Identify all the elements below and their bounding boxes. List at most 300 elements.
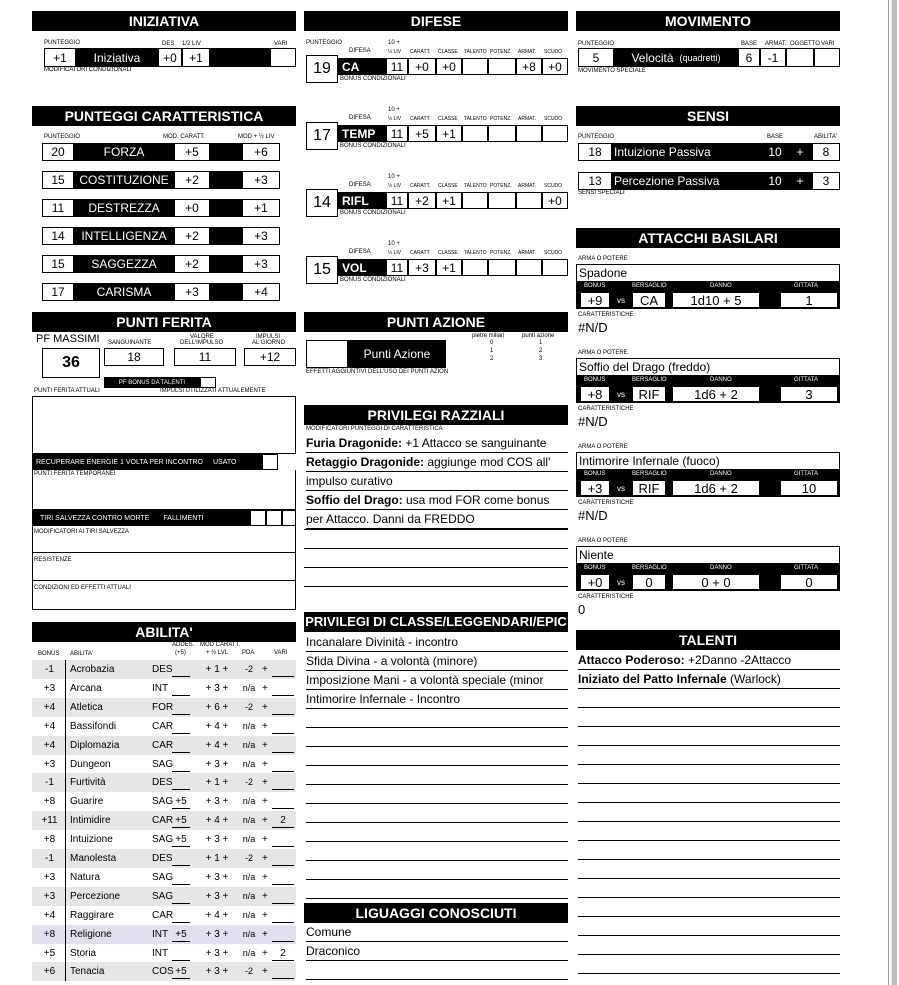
section-sensi-title: SENSI	[576, 106, 840, 126]
class-line	[306, 861, 568, 880]
defense-name: VOL	[338, 259, 386, 276]
skill-liv-value: 3	[214, 966, 220, 978]
label: + ½ LVL	[206, 650, 229, 656]
skill-plus: +	[262, 909, 268, 921]
label: IMPULSI	[256, 334, 281, 340]
recuperare-usato-checkbox[interactable]	[262, 454, 278, 470]
feat-line	[578, 708, 840, 727]
skill-bonus: -1	[34, 660, 66, 679]
racial-feat-text: usa mod FOR come bonus	[402, 493, 550, 507]
skill-vari[interactable]: 2	[272, 813, 294, 828]
label: SCUDO	[544, 250, 563, 256]
pf-temporanei-field[interactable]	[32, 470, 296, 510]
stat-spacer	[210, 171, 242, 189]
defense-tal[interactable]	[462, 125, 488, 142]
label: POTENZ.	[490, 183, 512, 189]
skill-name: Arcana	[70, 682, 102, 694]
blank-line	[304, 567, 568, 568]
skill-pda: n/a	[242, 834, 256, 845]
pf-bonus-talenti-label: PF BONUS DA TALENTI	[104, 377, 200, 388]
skill-car: DES	[152, 664, 173, 675]
skill-pda: n/a	[242, 682, 256, 693]
skill-pda: n/a	[242, 947, 256, 958]
label: DIFESA	[349, 48, 371, 54]
page-edge	[888, 0, 889, 985]
skill-vari[interactable]	[272, 889, 294, 904]
sense-name: Intuizione Passiva	[612, 143, 762, 161]
label: CARATTERISTICHE	[578, 500, 634, 506]
pa-milestone: 1	[490, 348, 494, 354]
label: BONUS	[584, 377, 606, 383]
skill-name: Tenacia	[70, 966, 105, 978]
sense-plus: +	[788, 172, 812, 190]
skill-pda: n/a	[242, 871, 256, 882]
attack-target[interactable]: 0	[632, 574, 666, 590]
label: TALENTO	[464, 116, 487, 122]
feat-line	[578, 955, 840, 974]
blank-line	[304, 586, 568, 587]
stat-mod[interactable]: +2	[174, 255, 210, 273]
label: ARMAT.	[518, 183, 536, 189]
sense-abil[interactable]: 3	[812, 172, 840, 190]
defense-car[interactable]: +3	[408, 259, 436, 276]
feat-line	[578, 670, 840, 689]
skill-name: Furtività	[70, 777, 106, 789]
class-line	[306, 728, 568, 747]
label: PUNTEGGIO	[306, 40, 343, 46]
label: MOVIMENTO SPECIALE	[578, 68, 646, 74]
stat-modliv[interactable]: +3	[242, 227, 280, 245]
attack-vs: vs	[612, 294, 630, 306]
skill-addes[interactable]	[172, 775, 190, 790]
attack-bonus[interactable]: +0	[580, 574, 610, 590]
label: DIFESA	[349, 249, 371, 255]
label: DELL'IMPULSO	[180, 340, 224, 346]
stat-name: DESTREZZA	[74, 199, 174, 217]
stat-score[interactable]: 11	[42, 199, 74, 217]
label: CLASSE	[438, 116, 458, 122]
defense-liv[interactable]: 11	[386, 192, 408, 209]
label: EFFETTI AGGIUNTIVI DELL'USO DEI PUNTI AZION	[306, 369, 449, 375]
defense-cls[interactable]: +1	[436, 259, 462, 276]
label: ARMA O POTERE	[578, 538, 628, 544]
defense-score[interactable]: 17	[306, 122, 338, 150]
defense-tal[interactable]	[462, 58, 488, 75]
skill-vari[interactable]	[272, 870, 294, 885]
label: PUNTEGGIO	[578, 41, 615, 47]
skill-name: Intuizione	[70, 834, 113, 846]
label: GITTATA	[794, 565, 818, 571]
section-pf-title: PUNTI FERITA	[32, 312, 296, 332]
label: GITTATA	[794, 471, 818, 477]
defense-car[interactable]: +2	[408, 192, 436, 209]
skill-addes[interactable]	[172, 662, 190, 677]
stat-modliv[interactable]: +4	[242, 283, 280, 301]
label: POTENZ.	[490, 116, 512, 122]
skill-addes[interactable]: +5	[172, 927, 190, 942]
speed-armatura[interactable]: -1	[760, 48, 786, 67]
section-difese-title: DIFESE	[304, 11, 568, 31]
skill-addes[interactable]: +5	[172, 794, 190, 809]
label: ARMA O POTERE	[578, 256, 628, 262]
skill-plus: +	[262, 966, 268, 978]
label: BONUS	[584, 471, 606, 477]
attack-range[interactable]: 0	[780, 574, 838, 590]
attack-name[interactable]: Intimorire Infernale (fuoco)	[576, 452, 840, 470]
skill-plus: +	[262, 664, 268, 675]
label: MODIFICATORI CONDIZIONALI	[44, 67, 132, 73]
skill-bonus: +3	[34, 887, 66, 906]
skill-pda: -2	[244, 853, 253, 863]
skill-name: Storia	[70, 947, 97, 959]
skill-addes[interactable]	[172, 870, 190, 885]
skill-addes[interactable]	[172, 851, 190, 866]
initiative-spacer	[210, 48, 270, 67]
skill-liv: + 6 +	[205, 701, 229, 713]
stat-name: FORZA	[74, 143, 174, 161]
skill-name: Percezione	[70, 890, 121, 902]
skill-vari[interactable]	[272, 908, 294, 923]
label: ARMAT.	[518, 49, 536, 55]
fallimento-checkbox-1[interactable]	[250, 510, 266, 526]
skill-bonus: +6	[34, 962, 66, 981]
defense-liv[interactable]: 11	[386, 125, 408, 142]
scrollbar-thumb[interactable]	[892, 0, 897, 985]
defense-arm[interactable]	[516, 125, 542, 142]
skill-liv-value: 3	[214, 947, 220, 959]
pf-sanguinante[interactable]: 18	[104, 348, 164, 366]
blank-line	[304, 548, 568, 549]
label: BERSAGLIO	[632, 283, 667, 289]
skill-vari[interactable]	[272, 851, 294, 866]
feat-text: (Warlock)	[726, 672, 781, 686]
skill-vari[interactable]	[272, 794, 294, 809]
label: BERSAGLIO	[632, 471, 667, 477]
feat-line	[578, 898, 840, 917]
skill-addes[interactable]	[172, 681, 190, 696]
defense-score[interactable]: 15	[306, 256, 338, 284]
stat-score[interactable]: 14	[42, 227, 74, 245]
label: CARATT.	[410, 116, 431, 122]
stat-name: COSTITUZIONE	[74, 171, 174, 189]
pf-valore-impulso[interactable]: 11	[174, 348, 236, 366]
label: CLASSE	[438, 49, 458, 55]
skill-addes[interactable]: +5	[172, 813, 190, 828]
skill-car: SAG	[152, 890, 174, 902]
stat-score[interactable]: 15	[42, 255, 74, 273]
label: MODIFICATORI AI TIRI SALVEZZA	[34, 529, 129, 535]
stat-name: INTELLIGENZA	[74, 227, 174, 245]
skill-car: SAG	[152, 796, 174, 808]
speed-oggetto[interactable]	[786, 48, 814, 67]
pf-bonus-talenti[interactable]	[200, 377, 216, 388]
skill-vari[interactable]	[272, 662, 294, 677]
class-line	[306, 804, 568, 823]
skill-addes[interactable]	[172, 700, 190, 715]
attack-bonus[interactable]: +9	[580, 292, 610, 308]
label: RESISTENZE	[34, 557, 72, 563]
skill-vari[interactable]	[272, 775, 294, 790]
defense-pot[interactable]	[488, 58, 516, 75]
attack-range[interactable]: 1	[780, 292, 838, 308]
defense-scu[interactable]: +0	[542, 58, 568, 75]
skill-name: Atletica	[70, 701, 103, 713]
skill-vari[interactable]	[272, 832, 294, 847]
skill-liv: + 1 +	[205, 853, 229, 864]
tiri-salvezza-bar: TIRI SALVEZZA CONTRO MORTE FALLIMENTI	[32, 510, 250, 526]
skill-liv-value: 1	[214, 664, 220, 675]
speed-score[interactable]: 5	[578, 48, 614, 67]
skill-car: SAG	[152, 758, 174, 770]
stat-score[interactable]: 17	[42, 283, 74, 301]
defense-cls[interactable]: +1	[436, 125, 462, 142]
defense-score[interactable]: 19	[306, 55, 338, 83]
blank-line	[304, 529, 568, 530]
attack-target[interactable]: CA	[632, 292, 666, 308]
skill-addes[interactable]: +5	[172, 832, 190, 847]
stat-mod[interactable]: +2	[174, 227, 210, 245]
defense-arm[interactable]	[516, 259, 542, 276]
label: PUNTEGGIO	[44, 134, 81, 140]
fallimento-checkbox-3[interactable]	[282, 510, 296, 526]
skill-plus: +	[262, 758, 268, 770]
skill-liv-value: 1	[214, 777, 220, 789]
attack-range[interactable]: 10	[780, 480, 838, 496]
class-line: Imposizione Mani - a volontà speciale (minor	[306, 671, 568, 690]
class-line	[306, 880, 568, 899]
skill-pda: n/a	[242, 928, 256, 939]
defense-tal[interactable]	[462, 192, 488, 209]
pf-max[interactable]: 36	[42, 348, 100, 378]
skill-vari[interactable]: 2	[272, 946, 294, 961]
label: DES	[162, 41, 175, 47]
defense-liv[interactable]: 11	[386, 58, 408, 75]
attack-target[interactable]: RIF	[632, 386, 666, 402]
skill-plus: +	[262, 720, 268, 732]
defense-car[interactable]: +0	[408, 58, 436, 75]
attack-damage[interactable]: 0 + 0	[672, 574, 760, 590]
skill-bonus: -1	[34, 849, 66, 868]
skill-name: Natura	[70, 871, 101, 883]
defense-arm[interactable]	[516, 192, 542, 209]
attack-bonus[interactable]: +3	[580, 480, 610, 496]
stat-mod[interactable]: +5	[174, 143, 210, 161]
label: 10 +	[388, 241, 400, 247]
attack-target[interactable]: RIF	[632, 480, 666, 496]
racial-line	[306, 472, 568, 491]
label: VARI	[821, 41, 835, 47]
stat-score[interactable]: 15	[42, 171, 74, 189]
sense-score[interactable]: 13	[578, 172, 612, 190]
racial-line	[306, 491, 568, 510]
defense-scu[interactable]	[542, 125, 568, 142]
defense-liv[interactable]: 11	[386, 259, 408, 276]
language-line	[306, 961, 568, 980]
label: BONUS	[584, 283, 606, 289]
class-line	[306, 842, 568, 861]
skill-addes[interactable]	[172, 889, 190, 904]
skill-bonus: +11	[34, 811, 66, 830]
label: GITTATA	[794, 283, 818, 289]
label: DIFESA	[349, 182, 371, 188]
label: PUNTI FERITA ATTUALI	[34, 388, 100, 394]
defense-score[interactable]: 14	[306, 189, 338, 217]
label: ½ LIV	[388, 116, 402, 122]
stat-mod[interactable]: +0	[174, 199, 210, 217]
defense-pot[interactable]	[488, 192, 516, 209]
stat-modliv[interactable]: +6	[242, 143, 280, 161]
defense-scu[interactable]: +0	[542, 192, 568, 209]
label: PUNTEGGIO	[44, 40, 81, 46]
label: SENSI SPECIALI	[578, 190, 625, 196]
skill-car: SAG	[152, 834, 174, 846]
initiative-liv[interactable]: +1	[182, 48, 210, 67]
defense-pot[interactable]	[488, 259, 516, 276]
attack-damage[interactable]: 1d10 + 5	[672, 292, 760, 308]
pa-milestone: 2	[490, 356, 494, 362]
skill-car: FOR	[152, 701, 174, 713]
skill-vari[interactable]	[272, 681, 294, 696]
fallimento-checkbox-2[interactable]	[266, 510, 282, 526]
skill-name: Diplomazia	[70, 739, 120, 751]
feat-name: Attacco Poderoso:	[578, 653, 685, 667]
stat-mod[interactable]: +3	[174, 283, 210, 301]
skill-vari[interactable]	[272, 964, 294, 979]
defense-cls[interactable]: +1	[436, 192, 462, 209]
skill-bonus: +3	[34, 755, 66, 774]
label: VALORE	[190, 334, 214, 340]
initiative-des[interactable]: +0	[158, 48, 182, 67]
skill-plus: +	[262, 871, 268, 883]
defense-pot[interactable]	[488, 125, 516, 142]
attack-name[interactable]: Niente	[576, 546, 840, 564]
racial-line	[306, 434, 568, 453]
defense-cls[interactable]: +0	[436, 58, 462, 75]
defense-name: RIFL	[338, 192, 386, 209]
section-pa-title: PUNTI AZIONE	[304, 312, 568, 332]
skill-liv: + 3 +	[205, 834, 229, 846]
skill-addes[interactable]	[172, 719, 190, 734]
skill-addes[interactable]	[172, 738, 190, 753]
label: ABILITA'	[814, 134, 838, 140]
skill-vari[interactable]	[272, 757, 294, 772]
label: MODIFICATORI PUNTEGGI DI CARATTERISTICA	[306, 426, 443, 432]
racial-feat-name: Soffio del Drago:	[306, 493, 403, 507]
pa-points: 1	[539, 340, 543, 346]
skill-plus: +	[262, 834, 268, 846]
class-line: Incanalare Divinità - incontro	[306, 633, 568, 652]
attack-bonus[interactable]: +8	[580, 386, 610, 402]
initiative-score[interactable]: +1	[44, 48, 76, 67]
label: CLASSE	[438, 183, 458, 189]
section-lingue-title: LIGUAGGI CONOSCIUTI	[304, 903, 568, 923]
skill-vari[interactable]	[272, 700, 294, 715]
speed-vari[interactable]	[814, 48, 840, 67]
skill-vari[interactable]	[272, 927, 294, 942]
skill-bonus: +8	[34, 925, 66, 944]
pf-attuali-field[interactable]	[32, 396, 296, 454]
defense-scu[interactable]	[542, 259, 568, 276]
initiative-label: Iniziativa	[76, 48, 158, 67]
skill-liv-value: 3	[214, 796, 220, 808]
attack-damage[interactable]: 1d6 + 2	[672, 480, 760, 496]
skill-liv-value: 3	[214, 682, 220, 694]
class-line	[306, 747, 568, 766]
label: 10 +	[388, 40, 400, 46]
defense-tal[interactable]	[462, 259, 488, 276]
skill-pda: n/a	[242, 909, 256, 920]
label: AL GIORNO	[252, 340, 286, 346]
skill-liv: + 3 +	[205, 890, 229, 902]
label: ARMAT.	[518, 116, 536, 122]
skill-plus: +	[262, 890, 268, 902]
attack-name[interactable]: Spadone	[576, 264, 840, 282]
sense-abil[interactable]: 8	[812, 143, 840, 161]
stat-score[interactable]: 20	[42, 143, 74, 161]
skill-car: CAR	[152, 739, 174, 751]
pf-max-label: PF MASSIMI	[36, 333, 100, 345]
feat-line	[578, 803, 840, 822]
skill-vari[interactable]	[272, 738, 294, 753]
stat-spacer	[210, 227, 242, 245]
skill-name: Manolesta	[70, 853, 117, 864]
skill-car: INT	[152, 928, 169, 940]
label: CARATT.	[410, 49, 431, 55]
stat-mod[interactable]: +2	[174, 171, 210, 189]
skill-liv-value: 6	[214, 701, 220, 713]
section-attacchi-title: ATTACCHI BASILARI	[576, 228, 840, 248]
stat-modliv[interactable]: +1	[242, 199, 280, 217]
defense-car[interactable]: +5	[408, 125, 436, 142]
skill-addes[interactable]	[172, 908, 190, 923]
initiative-vari[interactable]	[270, 48, 296, 67]
stat-modliv[interactable]: +3	[242, 255, 280, 273]
stat-modliv[interactable]: +3	[242, 171, 280, 189]
skill-liv: + 3 +	[205, 682, 229, 694]
label: BASE	[741, 41, 758, 47]
skill-name: Religione	[70, 928, 112, 940]
label: VARI	[274, 650, 288, 656]
skill-addes[interactable]	[172, 757, 190, 772]
tiri-notes-box[interactable]	[32, 526, 296, 610]
skill-bonus: +3	[34, 868, 66, 887]
feat-line	[578, 784, 840, 803]
skill-car: SAG	[152, 871, 174, 883]
speed-base[interactable]: 6	[738, 48, 760, 67]
skill-vari[interactable]	[272, 719, 294, 734]
skill-liv: + 3 +	[205, 796, 229, 808]
attack-range[interactable]: 3	[780, 386, 838, 402]
skill-plus: +	[262, 701, 268, 713]
pa-value[interactable]	[306, 340, 348, 368]
defense-arm[interactable]: +8	[516, 58, 542, 75]
section-razz-title: PRIVILEGI RAZZIALI	[304, 405, 568, 425]
stat-name: CARISMA	[74, 283, 174, 301]
label: punti azione	[522, 333, 555, 339]
skill-addes[interactable]	[172, 946, 190, 961]
attack-name[interactable]: Soffio del Drago (freddo)	[576, 358, 840, 376]
label: CARATT.	[410, 250, 431, 256]
skill-liv-value: 1	[214, 853, 220, 864]
skill-liv: + 3 +	[205, 947, 229, 959]
class-line: Intimorire Infernale - Incontro	[306, 690, 568, 709]
skill-liv: + 4 +	[205, 720, 229, 732]
recuperare-bar: RECUPERARE ENERGIE 1 VOLTA PER INCONTRO USATO	[32, 454, 262, 470]
skill-addes[interactable]: +5	[172, 964, 190, 979]
pf-impulsi-giorno[interactable]: +12	[244, 348, 296, 366]
sense-score[interactable]: 18	[578, 143, 612, 161]
attack-damage[interactable]: 1d6 + 2	[672, 386, 760, 402]
